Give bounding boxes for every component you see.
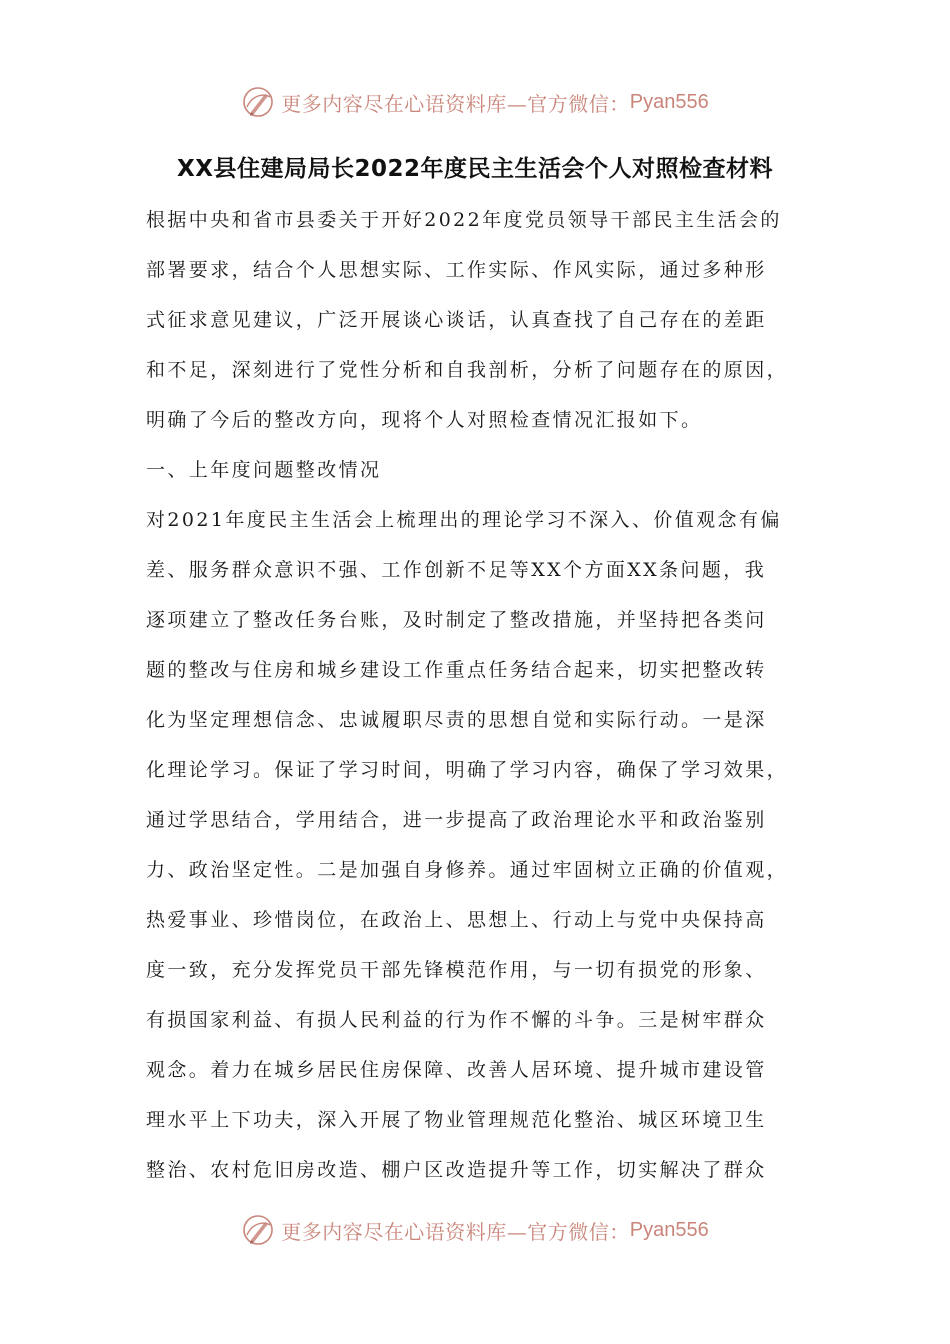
text-line: 观念。着力在城乡居民住房保障、改善人居环境、提升城市建设管 xyxy=(146,1059,767,1081)
watermark-text: 更多内容尽在心语资料库—官方微信： xyxy=(281,1219,630,1244)
text-line: 力、政治坚定性。二是加强自身修养。通过牢固树立正确的价值观， xyxy=(146,859,789,881)
text-line: 整治、农村危旧房改造、棚户区改造提升等工作，切实解决了群众 xyxy=(146,1159,767,1181)
text-line: 式征求意见建议，广泛开展谈心谈话，认真查找了自己存在的差距 xyxy=(146,309,767,331)
pen-logo-icon xyxy=(241,85,275,119)
text-line: 逐项建立了整改任务台账，及时制定了整改措施，并坚持把各类问 xyxy=(146,609,767,631)
watermark-wechat-id: Pyan556 xyxy=(629,1218,709,1241)
footer-watermark xyxy=(0,1210,950,1250)
text-line: 和不足，深刻进行了党性分析和自我剖析，分析了问题存在的原因， xyxy=(146,359,789,381)
pen-logo-icon xyxy=(241,1213,275,1247)
document-body xyxy=(146,195,806,1195)
text-line: 题的整改与住房和城乡建设工作重点任务结合起来，切实把整改转 xyxy=(146,659,767,681)
text-line: 有损国家利益、有损人民利益的行为作不懈的斗争。三是树牢群众 xyxy=(146,1009,767,1031)
text-line: 化为坚定理想信念、忠诚履职尽责的思想自觉和实际行动。一是深 xyxy=(146,709,767,731)
text-line: 根据中央和省市县委关于开好2022年度党员领导干部民主生活会的 xyxy=(146,209,782,231)
text-line: 明确了今后的整改方向，现将个人对照检查情况汇报如下。 xyxy=(146,409,703,431)
document-title: XX县住建局局长2022年度民主生活会个人对照检查材料 xyxy=(177,156,773,182)
text-line: 差、服务群众意识不强、工作创新不足等XX个方面XX条问题，我 xyxy=(146,559,767,581)
text-line: 对2021年度民主生活会上梳理出的理论学习不深入、价值观念有偏 xyxy=(146,509,782,531)
watermark-wechat-id: Pyan556 xyxy=(629,90,709,113)
text-line: 度一致，充分发挥党员干部先锋模范作用，与一切有损党的形象、 xyxy=(146,959,767,981)
watermark-text: 更多内容尽在心语资料库—官方微信： xyxy=(281,91,630,116)
header-watermark xyxy=(0,82,950,122)
section-heading: 一、上年度问题整改情况 xyxy=(146,459,382,481)
text-line: 化理论学习。保证了学习时间，明确了学习内容，确保了学习效果， xyxy=(146,759,789,781)
text-line: 通过学思结合，学用结合，进一步提高了政治理论水平和政治鉴别 xyxy=(146,809,767,831)
text-line: 理水平上下功夫，深入开展了物业管理规范化整治、城区环境卫生 xyxy=(146,1109,767,1131)
text-line: 部署要求，结合个人思想实际、工作实际、作风实际，通过多种形 xyxy=(146,259,767,281)
text-line: 热爱事业、珍惜岗位，在政治上、思想上、行动上与党中央保持高 xyxy=(146,909,767,931)
